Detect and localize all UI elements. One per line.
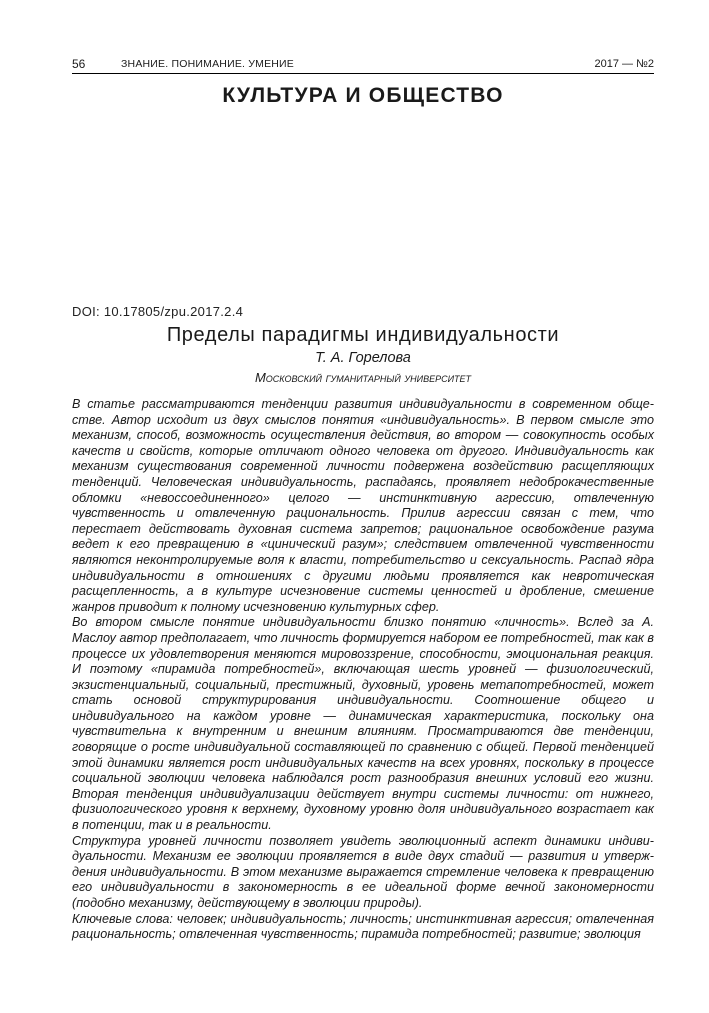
abstract-paragraph: Структура уровней личности позволяет увидеть эволюционный аспект динамики индивидуальности. Механизм ее эволюции проявляется в виде двух стадий — развития и утверждения индивидуальности. В этом механизме выражается стремление человека к превращению его индивидуальности в закономерность в ее идеальной форме вечной закономерности (подобно механизму, действующему в эволюции природы). [72,833,654,910]
running-header [72,55,654,74]
abstract-paragraph: Во втором смысле понятие индивидуальности близко понятию «личность». Вслед за А. Маслоу автор предполагает, что личность формируется набором ее потребностей, так как в процессе их удовлетворения меняются мировоззрение, способности, эмоциональная реакция. И поэтому «пирамида потребностей», включающая шесть уровней — физиологический, экзистенциальный, социальный, престижный, духовный, уровень метапотребностей, может стать основой структурирования индивидуальности. Соотношение общего и индивидуального на каждом уровне — динамическая характеристика, поскольку она чувствительна к внутренним и внешним влияниям. Просматриваются две тенденции, говорящие о росте индивидуальной составляющей по сравнению с общей. Первой тенденцией этой динамики является рост индивидуальных качеств на всех уровнях, поскольку в процессе социальной эволюции человека наблюдался рост разнообразия внешних условий его жизни. Вторая тенденция индивидуализации действует внутри системы личности: от нижнего, физиологического уровня к верхнему, духовному уровню доля индивидуального возрастает как в потенции, так и в реальности. [72,615,654,833]
affiliation: Московский гуманитарный университет [254,370,472,385]
author: Т. А. Горелова [315,350,411,366]
page-number: 56 [72,57,86,71]
keywords: Ключевые слова: человек; индивидуальность; личность; инстинктивная агрессия; отвлеченная рациональность; отвлеченная чувственность; пирамида потребностей; развитие; эволюция [72,911,654,942]
doi: DOI: 10.17805/zpu.2017.2.4 [72,304,244,319]
abstract-paragraph: В статье рассматриваются тенденции развития индивидуальности в современном обществе. Автор исходит из двух смыслов понятия «индивидуальность». В первом смысле это механизм, способ, возможность осуществления действия, во втором — совокупность особых качеств и свойств, которые отличают одного человека от другого. Индивидуальность как механизм существования современной личности подвержена воздействию расщепляющих тенденций. Человеческая индивидуальность, распадаясь, проявляет недоброкачественные обломки «невоссоединенного» целого — инстинктивную агрессию, отвлеченную чувственность и отвлеченную рациональность. Прилив агрессии связан с тем, что перестает действовать духовная система запретов; рациональное освобождение разума ведет к его превращению в «цинический разум»; следствием отвлеченной чувственности являются неконтролируемые воля к власти, потребительство и сексуальность. Распад ядра индивидуальности в отношениях с другими людьми проявляется как невротическая расщепленность, а в культуре исчезновение системы ценностей и дробление, смешение жанров приводит к полному исчезновению культурных сфер. [72,397,654,614]
abstract [72,397,654,943]
issue-number: 2017 — №2 [594,58,654,70]
article-title: Пределы парадигмы индивидуальности [166,324,560,346]
journal-name: ЗНАНИЕ. ПОНИМАНИЕ. УМЕНИЕ [121,58,295,70]
section-title: КУЛЬТУРА И ОБЩЕСТВО [222,84,504,107]
